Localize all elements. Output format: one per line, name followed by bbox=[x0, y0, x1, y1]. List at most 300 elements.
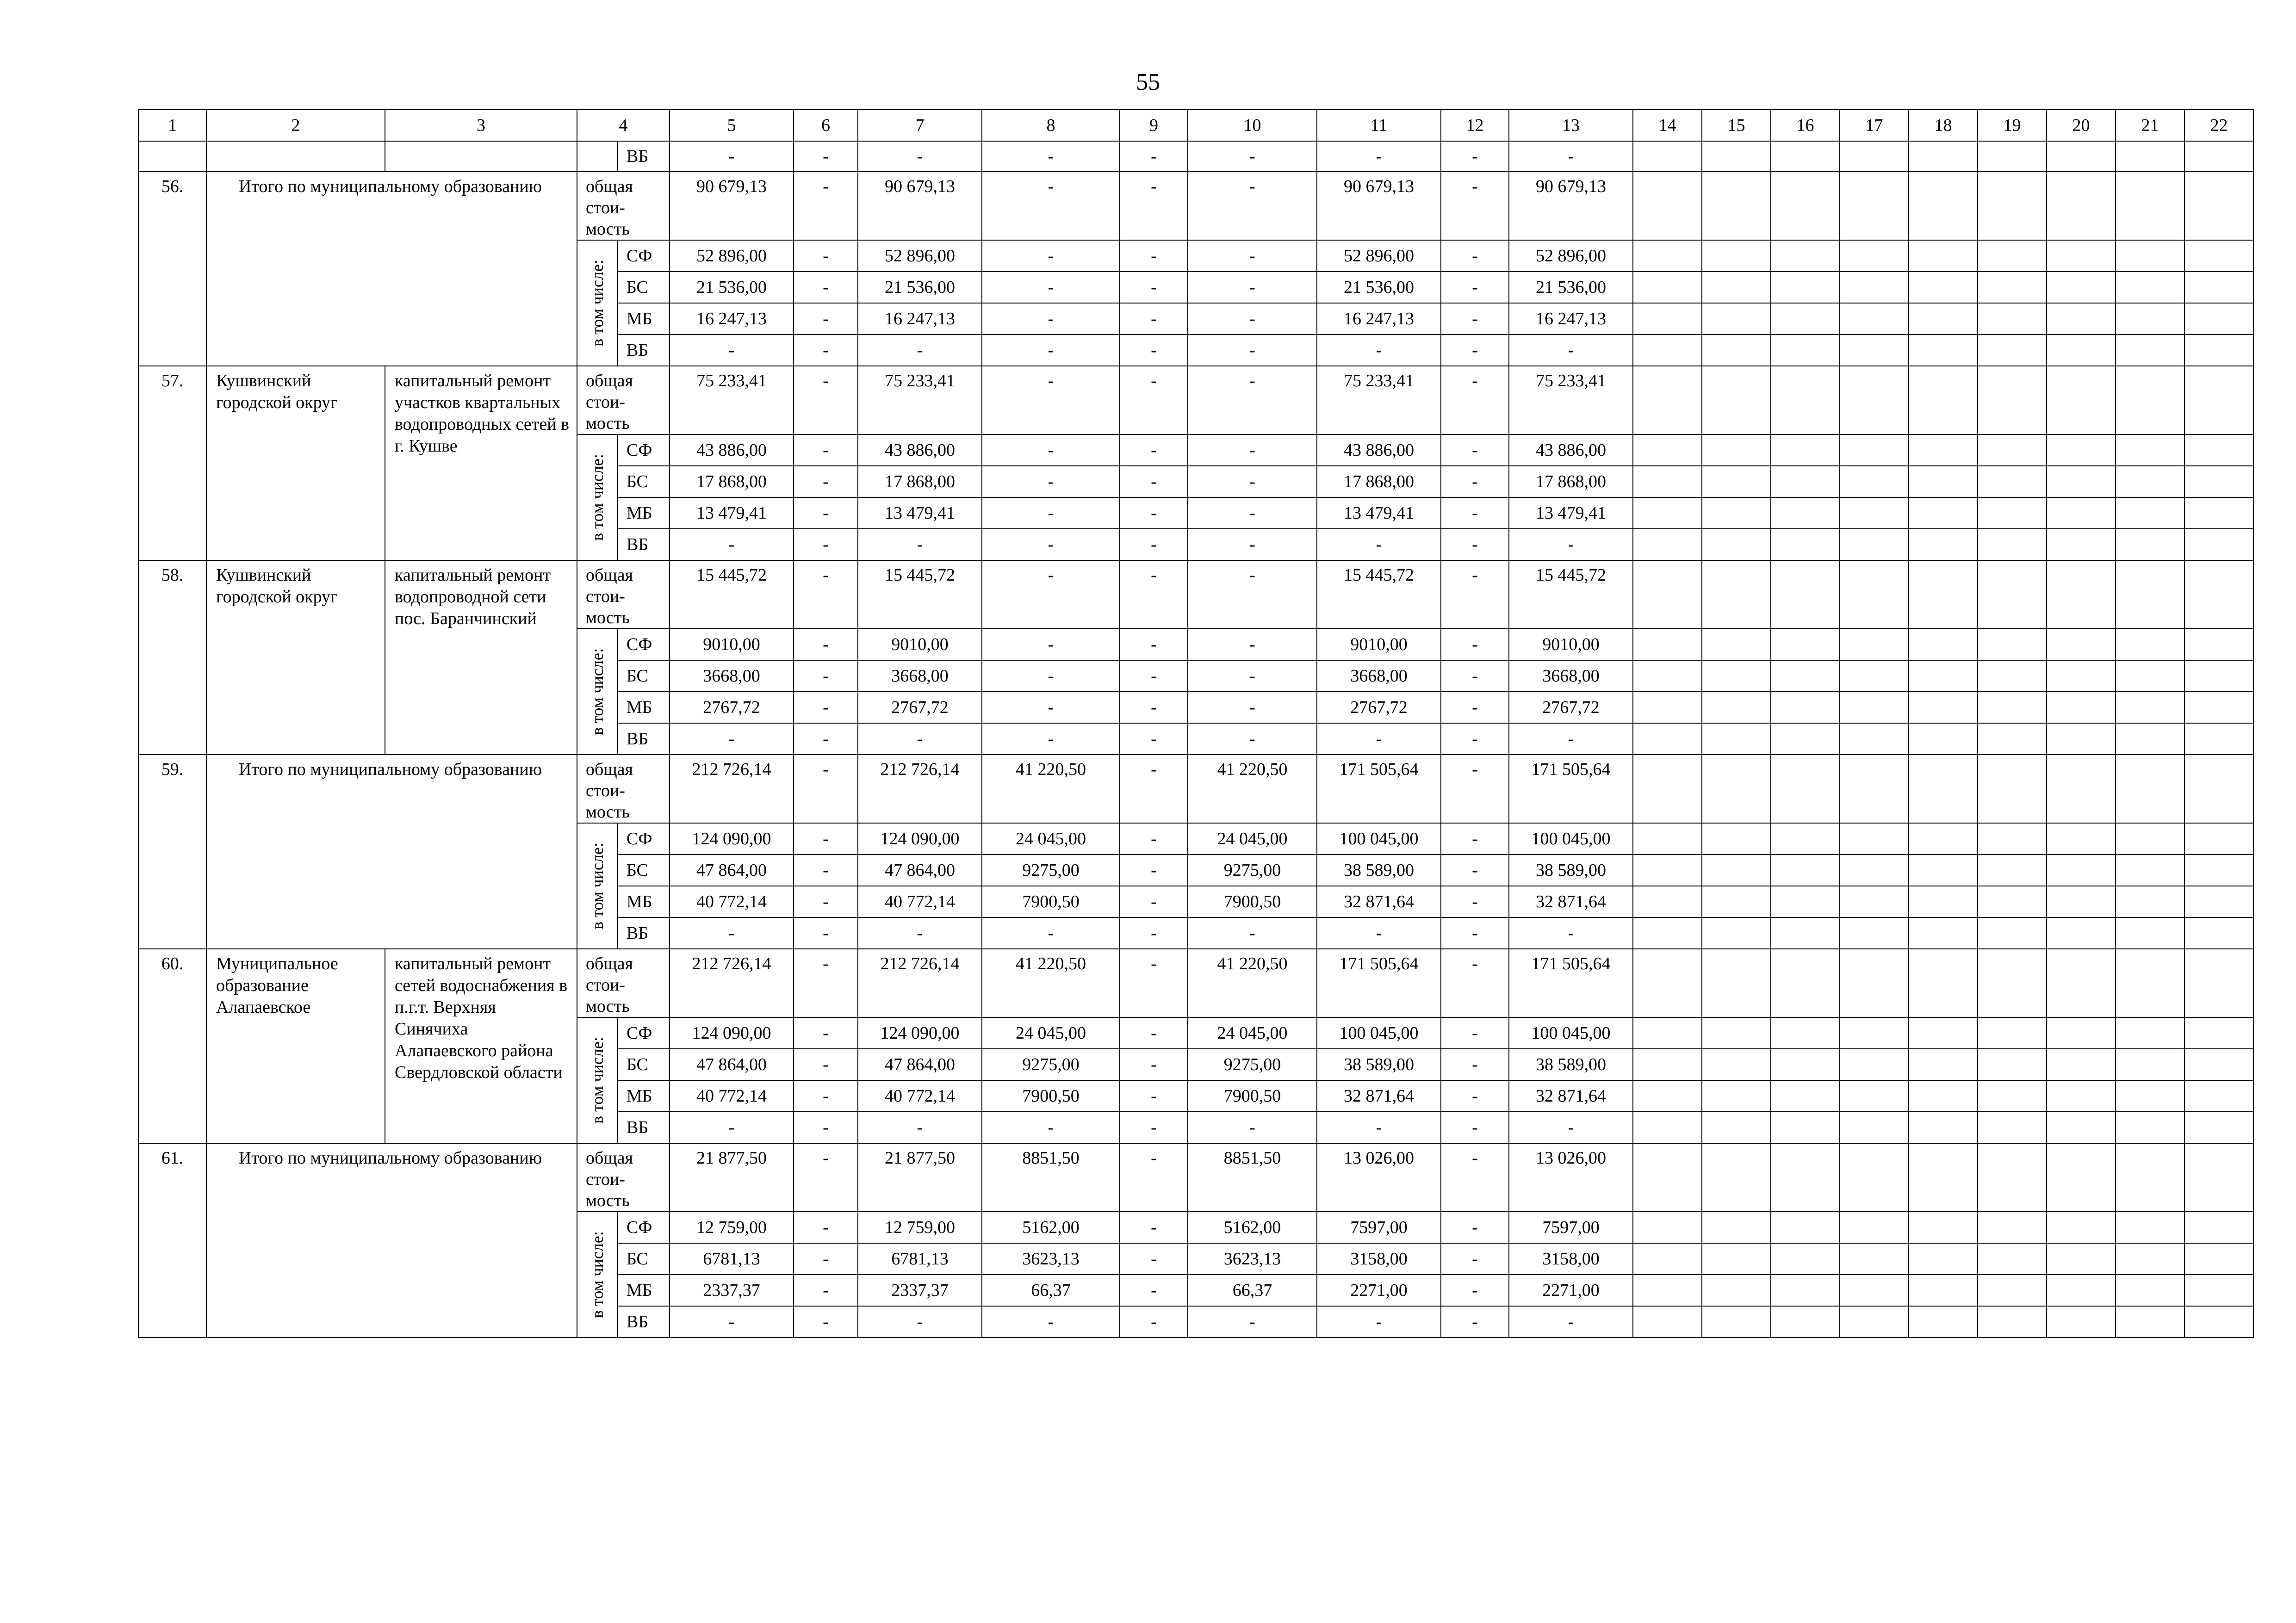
empty-cell bbox=[1978, 629, 2047, 660]
empty-cell bbox=[1909, 1212, 1978, 1243]
empty-cell bbox=[1978, 529, 2047, 560]
empty-cell bbox=[2047, 141, 2116, 172]
empty-cell bbox=[2047, 335, 2116, 366]
value-cell: 3668,00 bbox=[1509, 660, 1633, 692]
empty-cell bbox=[1702, 886, 1771, 917]
value-cell: - bbox=[1188, 466, 1317, 497]
column-header: 20 bbox=[2047, 110, 2116, 141]
empty-cell bbox=[1909, 1275, 1978, 1306]
empty-cell bbox=[1978, 303, 2047, 335]
value-cell: - bbox=[982, 529, 1120, 560]
value-cell: - bbox=[1441, 1306, 1509, 1338]
value-cell: - bbox=[1120, 629, 1188, 660]
empty-cell bbox=[2047, 366, 2116, 434]
value-cell: - bbox=[1120, 434, 1188, 466]
value-cell: - bbox=[794, 141, 858, 172]
value-cell: 43 886,00 bbox=[1509, 434, 1633, 466]
value-cell: 7900,50 bbox=[1188, 886, 1317, 917]
value-cell: 13 479,41 bbox=[1317, 497, 1441, 529]
empty-cell bbox=[1840, 917, 1909, 949]
value-cell: 2271,00 bbox=[1509, 1275, 1633, 1306]
empty-cell bbox=[2184, 1212, 2253, 1243]
empty-cell bbox=[1909, 660, 1978, 692]
value-cell: 100 045,00 bbox=[1317, 823, 1441, 855]
empty-cell bbox=[1978, 917, 2047, 949]
empty-cell bbox=[2116, 1306, 2184, 1338]
value-cell: - bbox=[1120, 240, 1188, 272]
empty-cell bbox=[2184, 172, 2253, 240]
empty-cell bbox=[1978, 949, 2047, 1017]
empty-cell bbox=[2184, 1112, 2253, 1143]
value-cell: - bbox=[794, 335, 858, 366]
column-header: 9 bbox=[1120, 110, 1188, 141]
value-cell: - bbox=[982, 272, 1120, 303]
empty-cell bbox=[1771, 1143, 1840, 1212]
total-cost-label-line: мость bbox=[586, 802, 630, 822]
value-cell: - bbox=[794, 240, 858, 272]
empty-cell bbox=[2047, 917, 2116, 949]
empty-cell bbox=[1840, 1049, 1909, 1080]
empty-cell bbox=[1909, 141, 1978, 172]
empty-cell bbox=[1771, 660, 1840, 692]
empty-cell bbox=[1909, 1306, 1978, 1338]
value-cell: 100 045,00 bbox=[1317, 1017, 1441, 1049]
empty-cell bbox=[2047, 303, 2116, 335]
total-value-cell: - bbox=[1120, 755, 1188, 823]
empty-cell bbox=[1909, 855, 1978, 886]
empty-cell bbox=[1840, 434, 1909, 466]
value-cell: 47 864,00 bbox=[670, 855, 794, 886]
value-cell: 3158,00 bbox=[1317, 1243, 1441, 1275]
empty-cell bbox=[1909, 335, 1978, 366]
value-cell: - bbox=[1188, 335, 1317, 366]
total-value-cell: 212 726,14 bbox=[670, 755, 794, 823]
empty-cell bbox=[1633, 1080, 1702, 1112]
total-value-cell: - bbox=[1120, 560, 1188, 629]
empty-cell bbox=[1633, 886, 1702, 917]
total-value-cell: - bbox=[1120, 172, 1188, 240]
value-cell: 24 045,00 bbox=[1188, 1017, 1317, 1049]
empty-cell bbox=[1909, 629, 1978, 660]
empty-cell bbox=[1633, 303, 1702, 335]
value-cell: - bbox=[1317, 335, 1441, 366]
value-cell: - bbox=[794, 917, 858, 949]
total-value-cell: - bbox=[1120, 949, 1188, 1017]
value-cell: - bbox=[1441, 886, 1509, 917]
empty-cell bbox=[1840, 141, 1909, 172]
including-label-text: в том числе: bbox=[588, 454, 607, 541]
value-cell: 32 871,64 bbox=[1509, 1080, 1633, 1112]
value-cell: - bbox=[1441, 141, 1509, 172]
total-value-cell: - bbox=[1120, 1143, 1188, 1212]
value-cell: - bbox=[794, 692, 858, 723]
total-cost-label-line: общая bbox=[586, 177, 633, 196]
empty-cell bbox=[2047, 1243, 2116, 1275]
table-row bbox=[138, 755, 2296, 823]
value-cell: - bbox=[794, 303, 858, 335]
total-cost-label-line: мость bbox=[586, 219, 630, 239]
value-cell: 43 886,00 bbox=[858, 434, 982, 466]
fund-label: ВБ bbox=[618, 917, 670, 949]
value-cell: 100 045,00 bbox=[1509, 823, 1633, 855]
empty-cell bbox=[1978, 755, 2047, 823]
value-cell: - bbox=[1120, 855, 1188, 886]
empty-cell bbox=[1702, 1275, 1771, 1306]
empty-cell bbox=[2116, 723, 2184, 755]
value-cell: - bbox=[1120, 1212, 1188, 1243]
empty-cell bbox=[2116, 141, 2184, 172]
value-cell: - bbox=[794, 497, 858, 529]
empty-cell bbox=[1840, 240, 1909, 272]
value-cell: - bbox=[1509, 1306, 1633, 1338]
empty-cell bbox=[1633, 366, 1702, 434]
empty-cell bbox=[2047, 1049, 2116, 1080]
value-cell: - bbox=[982, 629, 1120, 660]
empty-cell bbox=[1978, 366, 2047, 434]
column-header: 22 bbox=[2184, 110, 2253, 141]
value-cell: - bbox=[1509, 723, 1633, 755]
row-number: 59. bbox=[138, 755, 206, 949]
empty-cell bbox=[2047, 172, 2116, 240]
empty-cell bbox=[2184, 1243, 2253, 1275]
empty-cell bbox=[1909, 497, 1978, 529]
value-cell: 17 868,00 bbox=[670, 466, 794, 497]
including-label bbox=[577, 629, 618, 755]
fund-label: СФ bbox=[618, 629, 670, 660]
total-value-cell: 8851,50 bbox=[1188, 1143, 1317, 1212]
value-cell: 7900,50 bbox=[1188, 1080, 1317, 1112]
total-value-cell: - bbox=[794, 172, 858, 240]
value-cell: - bbox=[794, 660, 858, 692]
empty-cell bbox=[1978, 172, 2047, 240]
value-cell: - bbox=[1441, 1212, 1509, 1243]
value-cell: - bbox=[1120, 303, 1188, 335]
value-cell: - bbox=[794, 823, 858, 855]
column-header: 5 bbox=[670, 110, 794, 141]
value-cell: - bbox=[1441, 660, 1509, 692]
value-cell: - bbox=[1188, 917, 1317, 949]
value-cell: - bbox=[982, 141, 1120, 172]
value-cell: - bbox=[1509, 529, 1633, 560]
total-cost-label-line: мость bbox=[586, 997, 630, 1016]
empty-cell bbox=[2116, 466, 2184, 497]
empty-cell bbox=[2184, 949, 2253, 1017]
empty-cell bbox=[1702, 823, 1771, 855]
empty-cell bbox=[1840, 1143, 1909, 1212]
value-cell: - bbox=[1441, 723, 1509, 755]
column-header: 18 bbox=[1909, 110, 1978, 141]
empty-cell bbox=[2047, 1017, 2116, 1049]
value-cell: 21 536,00 bbox=[1317, 272, 1441, 303]
empty-cell bbox=[1909, 1243, 1978, 1275]
value-cell: 9010,00 bbox=[1317, 629, 1441, 660]
empty-cell bbox=[1633, 660, 1702, 692]
total-value-cell: 171 505,64 bbox=[1317, 949, 1441, 1017]
value-cell: - bbox=[982, 1112, 1120, 1143]
value-cell: 47 864,00 bbox=[858, 1049, 982, 1080]
empty-cell bbox=[1771, 886, 1840, 917]
page-number: 55 bbox=[1136, 69, 1160, 95]
value-cell: - bbox=[1441, 466, 1509, 497]
empty-cell bbox=[2116, 1017, 2184, 1049]
including-label-text: в том числе: bbox=[588, 260, 607, 347]
empty-cell bbox=[1840, 272, 1909, 303]
empty-cell bbox=[1702, 303, 1771, 335]
fund-label: ВБ bbox=[618, 723, 670, 755]
fund-label: МБ bbox=[618, 303, 670, 335]
empty-cell bbox=[2047, 723, 2116, 755]
empty-cell bbox=[1909, 466, 1978, 497]
including-label-text: в том числе: bbox=[588, 648, 607, 735]
value-cell: 40 772,14 bbox=[670, 1080, 794, 1112]
empty-cell bbox=[2184, 1306, 2253, 1338]
value-cell: 40 772,14 bbox=[858, 1080, 982, 1112]
value-cell: - bbox=[794, 1243, 858, 1275]
empty-cell bbox=[2116, 1143, 2184, 1212]
empty-cell bbox=[2184, 1080, 2253, 1112]
value-cell: - bbox=[794, 1049, 858, 1080]
value-cell: - bbox=[794, 529, 858, 560]
empty-cell bbox=[2116, 366, 2184, 434]
empty-cell bbox=[1840, 1243, 1909, 1275]
empty-cell bbox=[2047, 1275, 2116, 1306]
empty-cell bbox=[2184, 1017, 2253, 1049]
empty-cell bbox=[1771, 917, 1840, 949]
total-value-cell: 41 220,50 bbox=[1188, 755, 1317, 823]
empty-cell bbox=[2184, 497, 2253, 529]
value-cell: 17 868,00 bbox=[858, 466, 982, 497]
value-cell: - bbox=[1188, 1306, 1317, 1338]
empty-cell bbox=[1771, 272, 1840, 303]
total-value-cell: 75 233,41 bbox=[858, 366, 982, 434]
empty-cell bbox=[1840, 172, 1909, 240]
value-cell: - bbox=[794, 886, 858, 917]
value-cell: 2767,72 bbox=[858, 692, 982, 723]
value-cell: - bbox=[1120, 1112, 1188, 1143]
empty-cell bbox=[1840, 723, 1909, 755]
total-value-cell: 171 505,64 bbox=[1509, 755, 1633, 823]
value-cell: - bbox=[1441, 272, 1509, 303]
value-cell: 2271,00 bbox=[1317, 1275, 1441, 1306]
empty-cell bbox=[1633, 1306, 1702, 1338]
value-cell: - bbox=[1441, 303, 1509, 335]
empty-cell bbox=[1978, 497, 2047, 529]
empty-cell bbox=[2184, 886, 2253, 917]
empty-cell bbox=[1633, 949, 1702, 1017]
total-cost-label bbox=[577, 755, 670, 823]
including-label bbox=[577, 434, 618, 560]
empty-cell bbox=[2184, 660, 2253, 692]
empty-cell bbox=[1633, 1017, 1702, 1049]
empty-cell bbox=[2116, 660, 2184, 692]
value-cell: 52 896,00 bbox=[670, 240, 794, 272]
total-cost-label bbox=[577, 1143, 670, 1212]
empty-cell bbox=[2116, 823, 2184, 855]
value-cell: 7597,00 bbox=[1317, 1212, 1441, 1243]
empty-cell bbox=[1633, 1143, 1702, 1212]
empty-cell bbox=[2047, 1212, 2116, 1243]
empty-cell bbox=[2184, 240, 2253, 272]
value-cell: 100 045,00 bbox=[1509, 1017, 1633, 1049]
empty-cell bbox=[1978, 1243, 2047, 1275]
value-cell: - bbox=[794, 1080, 858, 1112]
value-cell: 52 896,00 bbox=[1509, 240, 1633, 272]
total-value-cell: - bbox=[1188, 172, 1317, 240]
empty-cell bbox=[1978, 886, 2047, 917]
value-cell: 2337,37 bbox=[858, 1275, 982, 1306]
empty-cell bbox=[2184, 335, 2253, 366]
empty-cell bbox=[2184, 560, 2253, 629]
column-header: 12 bbox=[1441, 110, 1509, 141]
empty-cell bbox=[2184, 434, 2253, 466]
value-cell: - bbox=[1120, 823, 1188, 855]
empty-cell bbox=[2047, 466, 2116, 497]
fund-label: ВБ bbox=[618, 141, 670, 172]
empty-cell bbox=[2047, 560, 2116, 629]
empty-cell bbox=[2116, 855, 2184, 886]
empty-cell bbox=[1840, 886, 1909, 917]
empty-cell bbox=[1633, 141, 1702, 172]
empty-cell bbox=[2116, 917, 2184, 949]
fund-label: ВБ bbox=[618, 529, 670, 560]
value-cell: - bbox=[982, 1306, 1120, 1338]
value-cell: - bbox=[1441, 335, 1509, 366]
column-header: 19 bbox=[1978, 110, 2047, 141]
empty-cell bbox=[1978, 1017, 2047, 1049]
empty-cell bbox=[1840, 823, 1909, 855]
value-cell: - bbox=[1317, 723, 1441, 755]
total-cost-label-line: стои- bbox=[586, 1170, 625, 1189]
empty-cell bbox=[1909, 1112, 1978, 1143]
empty-cell bbox=[2184, 466, 2253, 497]
value-cell: 38 589,00 bbox=[1509, 855, 1633, 886]
empty-cell bbox=[1702, 335, 1771, 366]
empty-cell bbox=[1771, 949, 1840, 1017]
value-cell: - bbox=[1317, 917, 1441, 949]
empty-cell bbox=[1771, 629, 1840, 660]
fund-label: МБ bbox=[618, 1080, 670, 1112]
value-cell: - bbox=[1120, 529, 1188, 560]
value-cell: 24 045,00 bbox=[982, 1017, 1120, 1049]
fund-label: ВБ bbox=[618, 1112, 670, 1143]
empty-cell bbox=[1771, 723, 1840, 755]
value-cell: 32 871,64 bbox=[1317, 886, 1441, 917]
value-cell: 66,37 bbox=[1188, 1275, 1317, 1306]
empty-cell bbox=[1771, 1243, 1840, 1275]
empty-cell bbox=[1702, 1243, 1771, 1275]
municipality-name: Кушвинский городской округ bbox=[206, 560, 385, 755]
empty-cell bbox=[1909, 1049, 1978, 1080]
value-cell: 17 868,00 bbox=[1509, 466, 1633, 497]
total-cost-label-line: стои- bbox=[586, 587, 625, 606]
total-value-cell: - bbox=[794, 560, 858, 629]
value-cell: 7597,00 bbox=[1509, 1212, 1633, 1243]
empty-cell bbox=[2047, 692, 2116, 723]
value-cell: - bbox=[858, 141, 982, 172]
empty-cell bbox=[1978, 1306, 2047, 1338]
value-cell: - bbox=[1120, 1080, 1188, 1112]
column-header: 7 bbox=[858, 110, 982, 141]
total-value-cell: - bbox=[1441, 1143, 1509, 1212]
empty-cell bbox=[1633, 434, 1702, 466]
empty-cell bbox=[1633, 917, 1702, 949]
total-value-cell: 171 505,64 bbox=[1509, 949, 1633, 1017]
empty-cell bbox=[1978, 1049, 2047, 1080]
value-cell: - bbox=[1188, 723, 1317, 755]
empty-cell bbox=[1633, 1275, 1702, 1306]
value-cell: - bbox=[794, 272, 858, 303]
total-value-cell: - bbox=[1441, 560, 1509, 629]
total-cost-label-line: общая bbox=[586, 954, 633, 973]
value-cell: 7900,50 bbox=[982, 886, 1120, 917]
value-cell: 17 868,00 bbox=[1317, 466, 1441, 497]
fund-label: БС bbox=[618, 660, 670, 692]
empty-cell bbox=[1978, 434, 2047, 466]
empty-cell bbox=[1771, 1049, 1840, 1080]
fund-label: СФ bbox=[618, 240, 670, 272]
table-row bbox=[138, 560, 2296, 629]
value-cell: - bbox=[670, 723, 794, 755]
row-number: 60. bbox=[138, 949, 206, 1143]
including-label bbox=[577, 1017, 618, 1143]
value-cell: - bbox=[670, 335, 794, 366]
value-cell: 21 536,00 bbox=[858, 272, 982, 303]
value-cell: - bbox=[1120, 1275, 1188, 1306]
value-cell: 9010,00 bbox=[858, 629, 982, 660]
column-header: 10 bbox=[1188, 110, 1317, 141]
total-value-cell: 15 445,72 bbox=[1317, 560, 1441, 629]
total-value-cell: 21 877,50 bbox=[670, 1143, 794, 1212]
value-cell: - bbox=[1120, 886, 1188, 917]
empty-cell bbox=[2047, 240, 2116, 272]
empty-cell bbox=[2184, 755, 2253, 823]
value-cell: 9010,00 bbox=[670, 629, 794, 660]
empty-cell bbox=[1633, 855, 1702, 886]
empty-cell bbox=[2116, 240, 2184, 272]
value-cell: 2767,72 bbox=[670, 692, 794, 723]
column-header: 2 bbox=[206, 110, 385, 141]
value-cell: - bbox=[1441, 629, 1509, 660]
fund-label: МБ bbox=[618, 886, 670, 917]
empty-cell bbox=[1909, 366, 1978, 434]
empty-cell bbox=[1702, 1017, 1771, 1049]
empty-cell bbox=[1702, 1112, 1771, 1143]
value-cell: 9010,00 bbox=[1509, 629, 1633, 660]
row-number: 56. bbox=[138, 172, 206, 366]
including-label-text: в том числе: bbox=[588, 842, 607, 929]
fund-label: БС bbox=[618, 272, 670, 303]
total-value-cell: 8851,50 bbox=[982, 1143, 1120, 1212]
column-header: 15 bbox=[1702, 110, 1771, 141]
total-value-cell: 90 679,13 bbox=[670, 172, 794, 240]
empty-cell bbox=[2184, 823, 2253, 855]
total-cost-label-line: стои- bbox=[586, 781, 625, 800]
value-cell: - bbox=[1120, 660, 1188, 692]
value-cell: - bbox=[670, 529, 794, 560]
value-cell: - bbox=[1317, 1112, 1441, 1143]
value-cell: 47 864,00 bbox=[670, 1049, 794, 1080]
empty-cell bbox=[2116, 949, 2184, 1017]
empty-cell bbox=[1633, 1112, 1702, 1143]
value-cell: - bbox=[1441, 1049, 1509, 1080]
total-value-cell: - bbox=[1441, 366, 1509, 434]
empty-cell bbox=[1840, 1212, 1909, 1243]
value-cell: - bbox=[858, 1112, 982, 1143]
empty-cell bbox=[1840, 497, 1909, 529]
value-cell: 12 759,00 bbox=[858, 1212, 982, 1243]
value-cell: - bbox=[1509, 917, 1633, 949]
empty-cell bbox=[1978, 335, 2047, 366]
